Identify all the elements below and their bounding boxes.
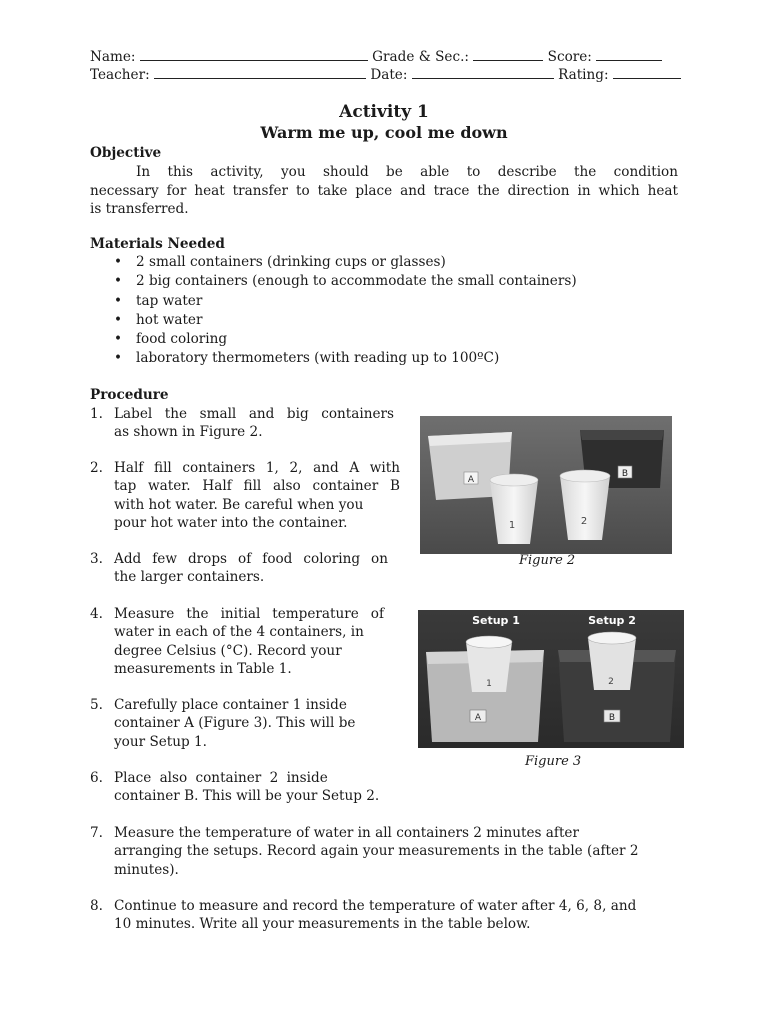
setup-2-label-cup-2: 2	[608, 677, 614, 687]
name-blank[interactable]	[140, 48, 368, 61]
procedure-step-5	[90, 696, 380, 751]
setup-1-label-cup-1: 1	[486, 679, 492, 689]
step-line: with hot water. Be careful when you	[114, 496, 364, 513]
objective-heading: Objective	[90, 145, 162, 161]
teacher-label: Teacher:	[90, 67, 150, 83]
figure-3-photo	[418, 610, 684, 748]
label-cup-2: 2	[580, 516, 588, 527]
score-label: Score:	[547, 49, 592, 65]
cup-1-shape	[490, 480, 538, 544]
procedure-step-8	[90, 897, 680, 934]
figure-2-photo	[420, 416, 672, 554]
step-number: 5.	[90, 697, 103, 713]
name-row	[90, 48, 662, 65]
step-line: arranging the setups. Record again your measurements in the table (after 2	[114, 843, 639, 860]
list-item: • laboratory thermometers (with reading up to 100ºC)	[90, 349, 577, 368]
step-number: 1.	[90, 406, 103, 422]
step-line: the larger containers.	[114, 569, 265, 586]
figure-2-caption: Figure 2	[519, 553, 576, 568]
objective-line-2: necessary for heat transfer to take place and trace the direction in which heat	[90, 182, 678, 199]
step-line: Measure the temperature of water in all containers 2 minutes after	[114, 825, 579, 841]
list-item: • food coloring	[90, 330, 577, 349]
procedure-heading: Procedure	[90, 387, 169, 403]
step-line: minutes).	[114, 861, 179, 878]
step-line: Half fill containers 1, 2, and A with	[114, 460, 400, 476]
label-a: A	[467, 475, 475, 485]
step-line: as shown in Figure 2.	[114, 424, 263, 441]
label-cup-1: 1	[508, 520, 516, 531]
date-label: Date:	[370, 67, 408, 83]
procedure-step-6	[90, 769, 430, 806]
cup-2-shape	[560, 476, 610, 540]
teacher-blank[interactable]	[154, 66, 366, 79]
score-blank[interactable]	[596, 48, 662, 61]
list-item: • 2 small containers (drinking cups or glasses)	[90, 253, 577, 272]
materials-list	[90, 253, 577, 369]
step-line: measurements in Table 1.	[114, 660, 292, 677]
step-number: 4.	[90, 606, 103, 622]
materials-heading: Materials Needed	[90, 236, 225, 252]
grade-label: Grade & Sec.:	[372, 49, 469, 65]
label-b: B	[621, 469, 629, 479]
step-line: Add few drops of food coloring on	[114, 551, 388, 567]
list-item: • 2 big containers (enough to accommodate the small containers)	[90, 272, 577, 291]
objective-line-1: In this activity, you should be able to describe the condition	[136, 164, 678, 180]
procedure-step-1	[90, 405, 394, 442]
grade-blank[interactable]	[473, 48, 543, 61]
setup-1-label-a: A	[474, 713, 482, 723]
step-line: pour hot water into the container.	[114, 514, 348, 531]
figure-3-caption: Figure 3	[525, 754, 582, 769]
rating-label: Rating:	[558, 67, 609, 83]
procedure-step-3	[90, 550, 388, 587]
step-number: 8.	[90, 898, 103, 914]
step-line: container B. This will be your Setup 2.	[114, 788, 380, 805]
step-line: container A (Figure 3). This will be	[114, 715, 356, 732]
step-line: Measure the initial temperature of	[114, 606, 384, 622]
step-line: degree Celsius (°C). Record your	[114, 642, 342, 659]
activity-subtitle: Warm me up, cool me down	[260, 123, 508, 142]
procedure-step-7	[90, 824, 680, 879]
step-number: 2.	[90, 460, 103, 476]
setup-2-label: Setup 2	[588, 614, 636, 627]
step-number: 3.	[90, 551, 103, 567]
step-line: Label the small and big containers	[114, 406, 394, 422]
objective-text	[90, 163, 678, 219]
date-blank[interactable]	[412, 66, 554, 79]
step-line: Continue to measure and record the temperature of water after 4, 6, 8, and	[114, 898, 637, 914]
objective-line-3: is transferred.	[90, 201, 189, 218]
step-line: Carefully place container 1 inside	[114, 697, 347, 713]
rating-blank[interactable]	[613, 66, 681, 79]
name-label: Name:	[90, 49, 136, 65]
step-line: Place also container 2 inside	[114, 770, 328, 786]
step-number: 6.	[90, 770, 103, 786]
step-line: your Setup 1.	[114, 733, 208, 750]
setup-2-label-b: B	[608, 713, 616, 723]
procedure-step-4	[90, 605, 384, 678]
step-line: 10 minutes. Write all your measurements in the table below.	[114, 916, 531, 933]
step-line: tap water. Half fill also container B	[114, 478, 400, 495]
step-line: water in each of the 4 containers, in	[114, 624, 364, 641]
activity-title: Activity 1	[339, 102, 429, 122]
step-number: 7.	[90, 825, 103, 841]
list-item: • hot water	[90, 311, 577, 330]
teacher-row	[90, 66, 681, 83]
procedure-step-2	[90, 459, 400, 532]
list-item: • tap water	[90, 292, 577, 311]
setup-1-label: Setup 1	[472, 614, 520, 627]
